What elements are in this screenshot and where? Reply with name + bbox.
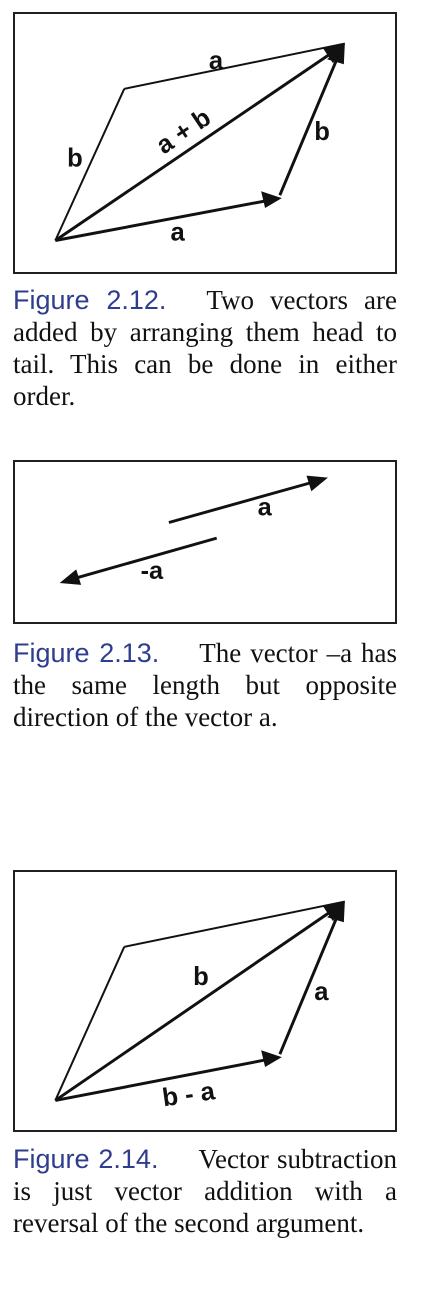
vector-subtraction-diagram bbox=[15, 872, 395, 1130]
negative-vector-diagram bbox=[15, 462, 395, 622]
figure-2-12-text: Two vectors are added by arranging them head to tail. This can be done in either order. bbox=[13, 285, 397, 411]
figure-2-12-diagram bbox=[13, 12, 397, 274]
figure-2-14-number: Figure 2.14. bbox=[13, 1144, 159, 1174]
label-a: a bbox=[257, 493, 272, 522]
figure-2-13-caption bbox=[13, 637, 397, 733]
arrowhead-b-minus-a bbox=[261, 1050, 282, 1067]
arrowhead-a-bottom bbox=[261, 191, 282, 208]
figure-2-12-caption bbox=[13, 284, 397, 412]
figure-2-13-number: Figure 2.13. bbox=[13, 638, 160, 668]
figure-2-14-caption bbox=[13, 1143, 397, 1239]
figure-2-14-text: Vector subtraction is just vector addition with a reversal of the second argument. bbox=[13, 1144, 397, 1238]
label-b-right: b bbox=[314, 118, 330, 147]
label-a-bottom: a bbox=[170, 218, 185, 247]
label-minus-a: -a bbox=[140, 557, 164, 586]
arrowhead-a bbox=[306, 476, 327, 492]
label-a-top: a bbox=[208, 47, 224, 76]
figure-2-13-diagram bbox=[13, 460, 397, 624]
figure-2-12-number: Figure 2.12. bbox=[13, 285, 167, 315]
arrowhead-minus-a bbox=[60, 569, 81, 585]
vector-a bbox=[169, 482, 315, 523]
vector-a-plus-b bbox=[55, 53, 331, 240]
label-b: b bbox=[193, 963, 209, 992]
label-b-minus-a: b - a bbox=[160, 1077, 217, 1113]
figure-2-14-diagram bbox=[13, 870, 397, 1132]
label-a: a bbox=[314, 978, 329, 1007]
figure-2-13-text: The vector –a has the same length but opposite direction of the vector a. bbox=[13, 638, 397, 732]
vector-addition-diagram bbox=[15, 14, 395, 272]
label-b-left: b bbox=[67, 144, 83, 173]
label-a-plus-b: a + b bbox=[151, 103, 216, 160]
